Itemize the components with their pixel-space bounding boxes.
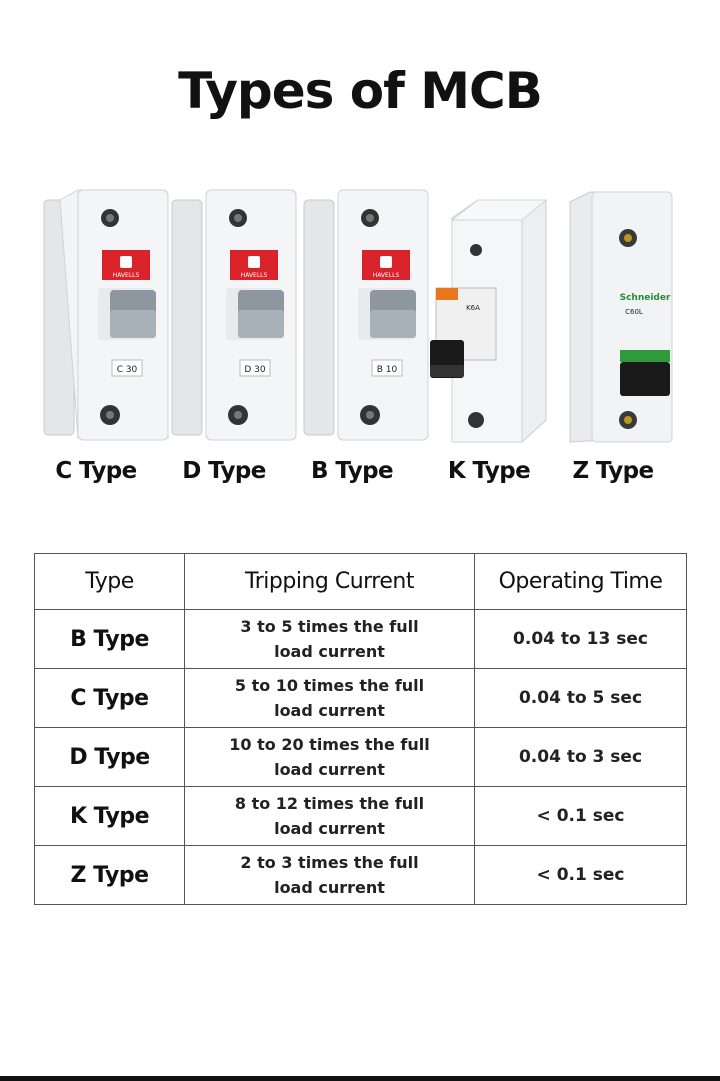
type-cell: K Type [35, 787, 185, 846]
column-header-operating-time: Operating Time [475, 554, 687, 610]
tripping-current-line: load current [274, 642, 385, 661]
tripping-current-line: 10 to 20 times the full [229, 735, 430, 754]
mcb-label-d-type: D Type [182, 458, 266, 484]
svg-text:C 30: C 30 [116, 365, 138, 375]
tripping-current-line: 5 to 10 times the full [234, 676, 425, 695]
svg-text:HAVELLS: HAVELLS [112, 272, 140, 279]
mcb-label-z-type: Z Type [572, 458, 654, 484]
mcb-label-b-type: B Type [311, 458, 393, 484]
svg-text:HAVELLS: HAVELLS [372, 272, 400, 279]
operating-time-cell: < 0.1 sec [475, 846, 687, 905]
schneider-mcb-icon [550, 180, 690, 450]
tripping-current-cell [185, 728, 475, 787]
svg-text:D 30: D 30 [244, 365, 266, 375]
table-row [35, 846, 687, 905]
svg-text:C60L: C60L [625, 308, 643, 316]
operating-time-cell: 0.04 to 3 sec [475, 728, 687, 787]
page-title: Types of MCB [178, 62, 542, 120]
type-cell: C Type [35, 669, 185, 728]
bottom-divider [0, 1076, 720, 1081]
tripping-current-line: 8 to 12 times the full [234, 794, 425, 813]
table-row [35, 728, 687, 787]
operating-time-cell: < 0.1 sec [475, 787, 687, 846]
mcb-label-k-type: K Type [447, 458, 531, 484]
column-header-tripping-current: Tripping Current [185, 554, 475, 610]
type-cell: B Type [35, 610, 185, 669]
mcb-comparison-table [34, 553, 687, 905]
type-cell: Z Type [35, 846, 185, 905]
svg-text:HAVELLS: HAVELLS [240, 272, 268, 279]
tripping-current-line: load current [274, 760, 385, 779]
havells-mcb-icon [298, 180, 438, 450]
table-header-row [35, 554, 687, 610]
tripping-current-line: load current [274, 878, 385, 897]
havells-mcb-icon [38, 180, 178, 450]
tripping-current-cell [185, 610, 475, 669]
operating-time-cell: 0.04 to 13 sec [475, 610, 687, 669]
havells-mcb-icon [166, 180, 306, 450]
column-header-type: Type [35, 554, 185, 610]
tripping-current-cell [185, 846, 475, 905]
tripping-current-line: 2 to 3 times the full [240, 853, 419, 872]
tripping-current-line: load current [274, 819, 385, 838]
operating-time-cell: 0.04 to 5 sec [475, 669, 687, 728]
type-cell: D Type [35, 728, 185, 787]
mcb-images-row [0, 180, 720, 455]
svg-text:K6A: K6A [466, 304, 480, 312]
svg-text:Schneider: Schneider [619, 293, 671, 303]
table-row [35, 787, 687, 846]
table-row [35, 610, 687, 669]
tripping-current-line: load current [274, 701, 385, 720]
svg-text:B 10: B 10 [376, 365, 398, 375]
table-row [35, 669, 687, 728]
tripping-current-line: 3 to 5 times the full [240, 617, 419, 636]
mcb-label-c-type: C Type [55, 458, 137, 484]
tripping-current-cell [185, 787, 475, 846]
tripping-current-cell [185, 669, 475, 728]
orange-label-mcb-icon [418, 180, 558, 450]
